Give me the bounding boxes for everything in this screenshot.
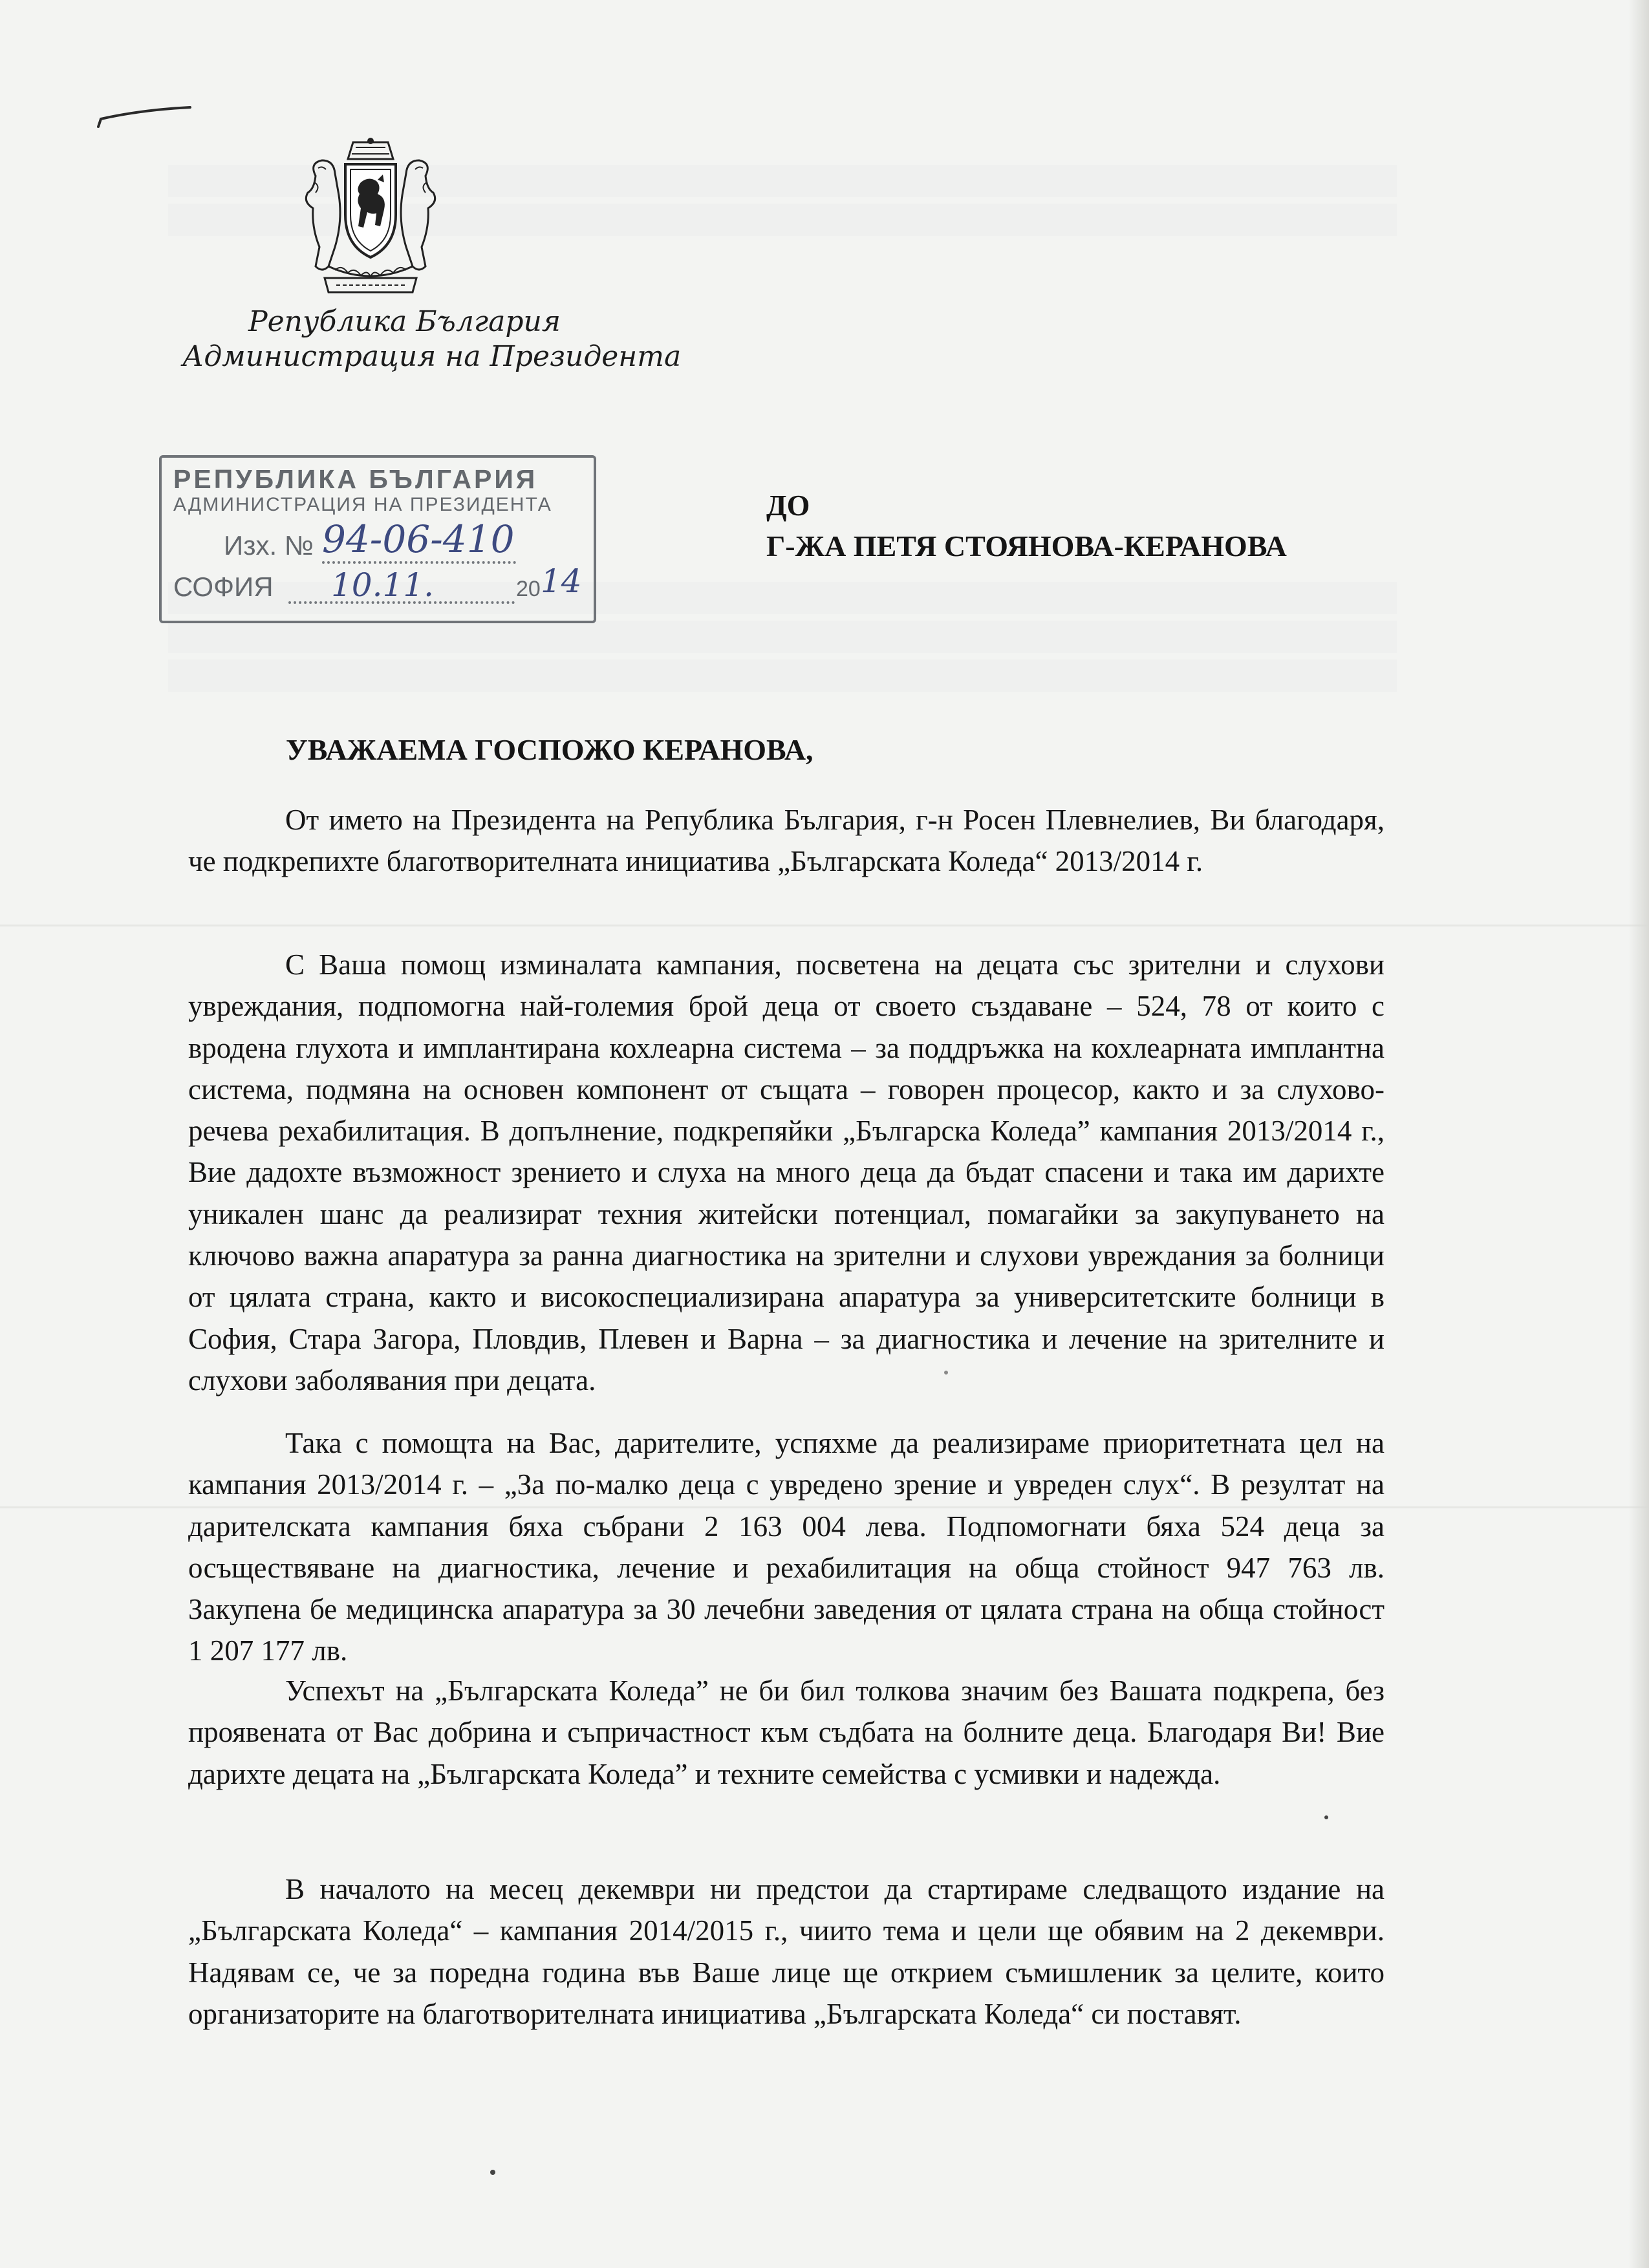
paragraph: Така с помощта на Вас, дарителите, успяхме да реализираме приоритетната цел на кампания 2013/2014 г. – „За по-малко деца с увредено зрение и увреден слух“. В резултат на дарителската кампания бяха събрани 2 163 004 лева. Подпомогнати бяха 524 деца за осъществяване на диагностика, лечение и рехабилитация на обща стойност 947 763 лв. Закупена бе медицинска апаратура за 30 лечебни заведения от цялата страна на обща стойност 1 207 177 лв. [188, 1427, 1385, 1667]
bleed-through-text [168, 659, 1397, 692]
salutation: УВАЖАЕМА ГОСПОЖО КЕРАНОВА, [286, 733, 814, 766]
stamp-ref-number: 94-06-410 [322, 517, 515, 561]
header-country: Република България [248, 305, 561, 338]
stamp-year: 14 [541, 562, 582, 600]
stamp-ref-dots [322, 561, 516, 564]
stamp-year-prefix: 20 [516, 577, 541, 601]
paragraph: В началото на месец декември ни предстои да стартираме следващото издание на „Българската Коледа“ – кампания 2014/2015 г., чиито тема и цели ще обявим на 2 декември. Надявам се, че за поредна година във Ваше лице ще открием съмишленик за целите, които организаторите на благотворителната инициатива „Българската Коледа“ си поставят. [188, 1873, 1385, 2030]
paragraph: От името на Президента на Република България, г-н Росен Плевнелиев, Ви благодаря, че подкрепихте благотворителната инициатива „Българската Коледа“ 2013/2014 г. [188, 804, 1385, 878]
header-office: Администрация на Президента [182, 340, 682, 373]
coat-of-arms-icon [296, 137, 445, 299]
stamp-country: РЕПУБЛИКА БЪЛГАРИЯ [173, 464, 538, 494]
recipient-name: Г-ЖА ПЕТЯ СТОЯНОВА-КЕРАНОВА [766, 530, 1287, 562]
stamp-date: 10.11. [331, 566, 435, 604]
scan-edge-shadow [1628, 0, 1649, 2268]
paragraph: Успехът на „Българската Коледа” не би бил толкова значим без Вашата подкрепа, без проявената от Вас добрина и съпричастност към съдбата на болните деца. Благодаря Ви! Вие дарихте децата на „Българската Коледа” и техните семейства с усмивки и надежда. [188, 1674, 1385, 1790]
ink-dot [1324, 1815, 1328, 1819]
ink-dot [944, 1371, 948, 1375]
pen-mark [96, 103, 193, 132]
registration-stamp [159, 455, 596, 623]
bleed-through-text [168, 621, 1397, 653]
stamp-city-label: СОФИЯ [173, 572, 274, 602]
ink-dot [490, 2170, 495, 2175]
stamp-office: АДМИНИСТРАЦИЯ НА ПРЕЗИДЕНТА [173, 494, 552, 515]
paper-fold [0, 925, 1649, 926]
paragraph: С Ваша помощ изминалата кампания, посветена на децата със зрителни и слухови увреждания, подпомогна най-големия брой деца от своето създаване – 524, 78 от които с вродена глухота и имплантирана кохлеарна система – за поддръжка на кохлеарната имплантна система, подмяна на основен компонент от същата – говорен процесор, както и за слухово-речева рехабилитация. В допълнение, подкрепяйки „Българска Коледа” кампания 2013/2014 г., Вие дадохте възможност зрението и слуха на много деца да бъдат спасени и така им дарихте уникален шанс да реализират техния житейски потенциал, помагайки за закупуването на ключово важна апаратура за ранна диагностика на зрителни и слухови увреждания за болници от цялата страна, както и високоспециализирана апаратура за университетските болници в София, Стара Загора, Пловдив, Плевен и Варна – за диагностика и лечение на зрителните и слухови заболявания при децата. [188, 948, 1385, 1396]
recipient-to: ДО [766, 489, 810, 522]
stamp-ref-label: Изх. № [224, 530, 314, 561]
